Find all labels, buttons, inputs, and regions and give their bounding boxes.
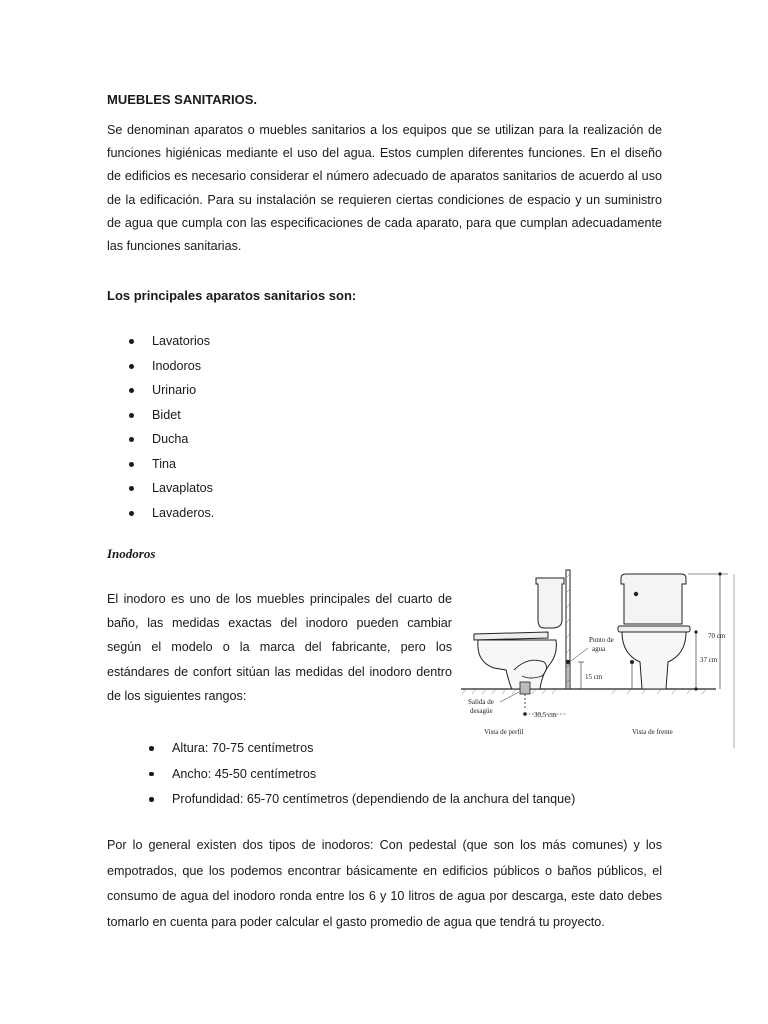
toilet-dimensions-figure — [456, 558, 738, 754]
dim-15-label: 15 cm — [585, 673, 603, 681]
bullet-icon — [129, 462, 134, 467]
list-item — [107, 789, 575, 815]
dim-37-label: 37 cm — [700, 656, 718, 664]
aparatos-list — [107, 331, 214, 527]
list-item — [107, 738, 575, 764]
rangos-list — [107, 738, 575, 815]
list-item — [107, 429, 214, 454]
list-item-label: Altura: 70-75 centímetros — [172, 741, 314, 755]
list-item — [107, 454, 214, 479]
list-item — [107, 331, 214, 356]
salida-label-line2: desagüe — [470, 707, 493, 715]
document-title: MUEBLES SANITARIOS. — [107, 92, 257, 107]
list-item-label: Lavaderos. — [152, 505, 215, 520]
vista-frente-label: Vista de frente — [632, 728, 673, 736]
bullet-icon — [129, 388, 134, 393]
list-item-label: Urinario — [152, 383, 197, 397]
dim-70-label: 70 cm — [708, 632, 726, 640]
punto-agua-label-line2: agua — [592, 645, 606, 653]
closing-paragraph: Por lo general existen dos tipos de inodoros: Con pedestal (que son los más comunes) y los empotrados, que los podemos encontrar básicamente en edificios públicos o baños públicos, el consumo de agua del inodoro ronda entre los 6 y 10 litros de agua por descarga, este dato debes tomarlo en cuenta para poder calcular el gasto promedio de agua que tendrá tu proyecto. — [107, 838, 662, 929]
list-item — [107, 478, 214, 503]
bullet-icon — [149, 772, 154, 777]
bullet-icon — [129, 437, 134, 442]
list-item — [107, 405, 214, 430]
bullet-icon — [149, 746, 154, 751]
list-item-label: Ducha — [152, 432, 189, 446]
list-item-label: Bidet — [152, 407, 181, 422]
punto-agua-label-line1: Punto de — [589, 636, 614, 644]
list-item — [107, 503, 214, 528]
list-item-label: Profundidad: 65-70 centímetros (dependiendo de la anchura del tanque) — [172, 792, 576, 806]
dim-30-label: 30,5 cm — [534, 711, 557, 719]
intro-paragraph: Se denominan aparatos o muebles sanitarios a los equipos que se utilizan para la realización de funciones higiénicas mediante el uso del agua. Estos cumplen diferentes funciones. En el diseño de edificios es necesario considerar el número adecuado de aparatos sanitarios de acuerdo al uso de la edificación. Para su instalación se requieren ciertas condiciones de espacio y un suministro de agua que cumpla con las especificaciones de cada aparato, para que cumplan adecuadamente las funciones sanitarias. — [107, 123, 662, 254]
bullet-icon — [129, 511, 134, 516]
bullet-icon — [129, 486, 134, 491]
bullet-icon — [129, 339, 134, 344]
inodoros-paragraph: El inodoro es uno de los muebles principales del cuarto de baño, las medidas exactas del inodoro pueden cambiar según el modelo o la marca del fabricante, pero los estándares de confort sitúan las medidas del inodoro dentro de los siguientes rangos: — [107, 592, 452, 703]
list-item-label: Tina — [152, 456, 177, 471]
salida-label-line1: Salida de — [468, 698, 494, 706]
bullet-icon — [129, 413, 134, 418]
list-item-label: Lavatorios — [152, 334, 211, 348]
bullet-icon — [149, 797, 154, 802]
section-heading-inodoros: Inodoros — [107, 546, 156, 561]
vista-perfil-label: Vista de perfil — [484, 728, 524, 736]
list-item — [107, 764, 575, 790]
list-item-label: Ancho: 45-50 centímetros — [172, 766, 317, 781]
list-item — [107, 356, 214, 381]
list-item-label: Inodoros — [152, 358, 202, 373]
bullet-icon — [129, 364, 134, 369]
list-item — [107, 380, 214, 405]
list-item-label: Lavaplatos — [152, 481, 213, 495]
list-heading: Los principales aparatos sanitarios son: — [107, 288, 357, 303]
